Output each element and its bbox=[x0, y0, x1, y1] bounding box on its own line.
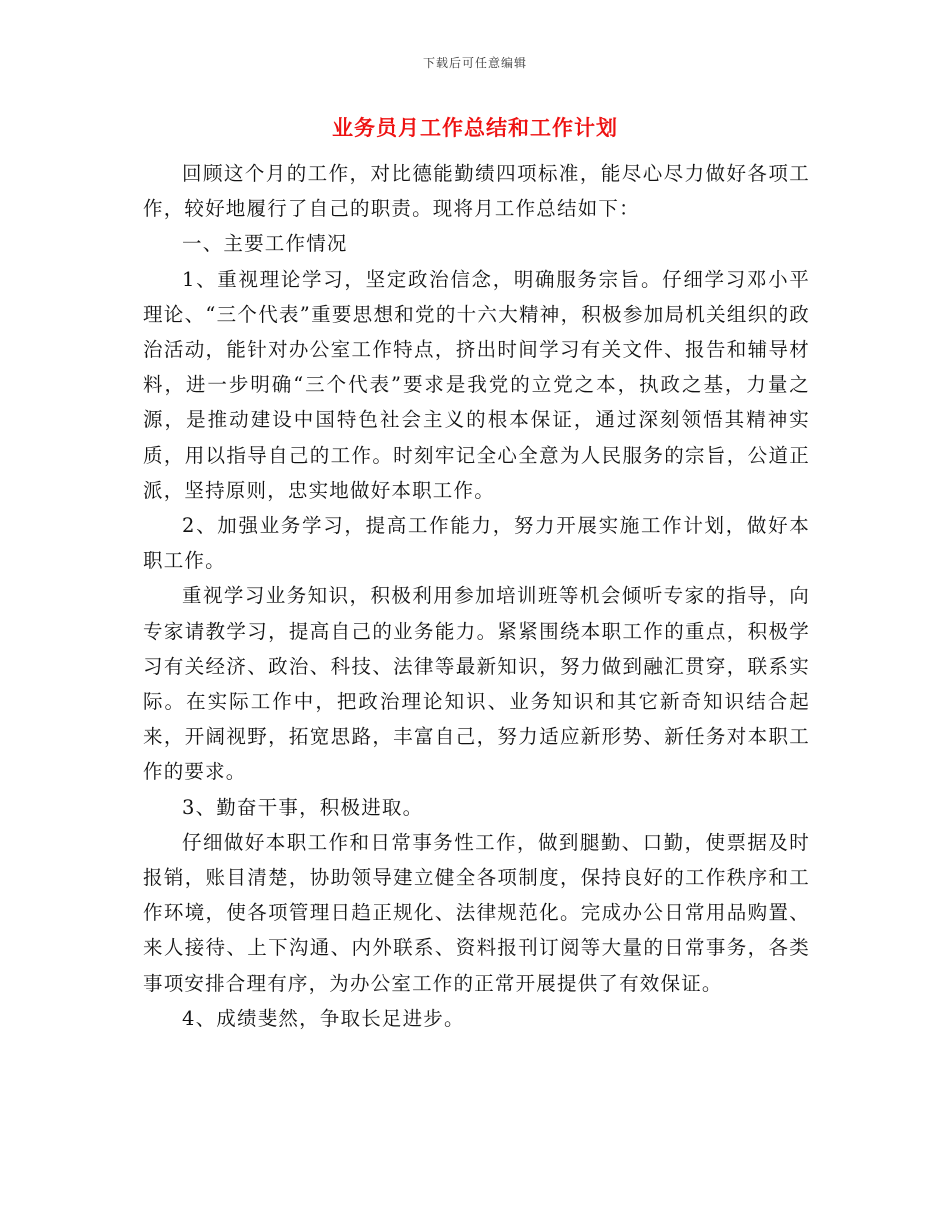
paragraph-intro: 回顾这个月的工作，对比德能勤绩四项标准，能尽心尽力做好各项工作，较好地履行了自己的职责。现将月工作总结如下： bbox=[143, 162, 810, 221]
document-title: 业务员月工作总结和工作计划 bbox=[332, 115, 618, 140]
document-body bbox=[143, 156, 810, 1036]
section-heading-main-work: 一、主要工作情况 bbox=[182, 232, 348, 256]
paragraph-item-3: 3、勤奋干事，积极进取。 bbox=[182, 795, 424, 819]
paragraph-item-2-detail: 重视学习业务知识，积极利用参加培训班等机会倾听专家的指导，向专家请教学习，提高自己的业务能力。紧紧围绕本职工作的重点，积极学习有关经济、政治、科技、法律等最新知识，努力做到融汇贯穿，联系实际。在实际工作中，把政治理论知识、业务知识和其它新奇知识结合起来，开阔视野，拓宽思路，丰富自己，努力适应新形势、新任务对本职工作的要求。 bbox=[143, 584, 810, 784]
header-note: 下载后可任意编辑 bbox=[422, 56, 527, 70]
paragraph-item-3-detail: 仔细做好本职工作和日常事务性工作，做到腿勤、口勤，使票据及时报销，账目清楚，协助领导建立健全各项制度，保持良好的工作秩序和工作环境，使各项管理日趋正规化、法律规范化。完成办公日常用品购置、来人接待、上下沟通、内外联系、资料报刊订阅等大量的日常事务，各类事项安排合理有序，为办公室工作的正常开展提供了有效保证。 bbox=[143, 830, 810, 995]
paragraph-item-4: 4、成绩斐然，争取长足进步。 bbox=[182, 1006, 465, 1030]
paragraph-item-2: 2、加强业务学习，提高工作能力，努力开展实施工作计划，做好本职工作。 bbox=[143, 514, 810, 573]
paragraph-item-1: 1、重视理论学习，坚定政治信念，明确服务宗旨。仔细学习邓小平理论、“三个代表”重要思想和党的十六大精神，积极参加局机关组织的政治活动，能针对办公室工作特点，挤出时间学习有关文件、报告和辅导材料，进一步明确“三个代表”要求是我党的立党之本，执政之基，力量之源，是推动建设中国特色社会主义的根本保证，通过深刻领悟其精神实质，用以指导自己的工作。时刻牢记全心全意为人民服务的宗旨，公道正派，坚持原则，忠实地做好本职工作。 bbox=[143, 267, 810, 502]
